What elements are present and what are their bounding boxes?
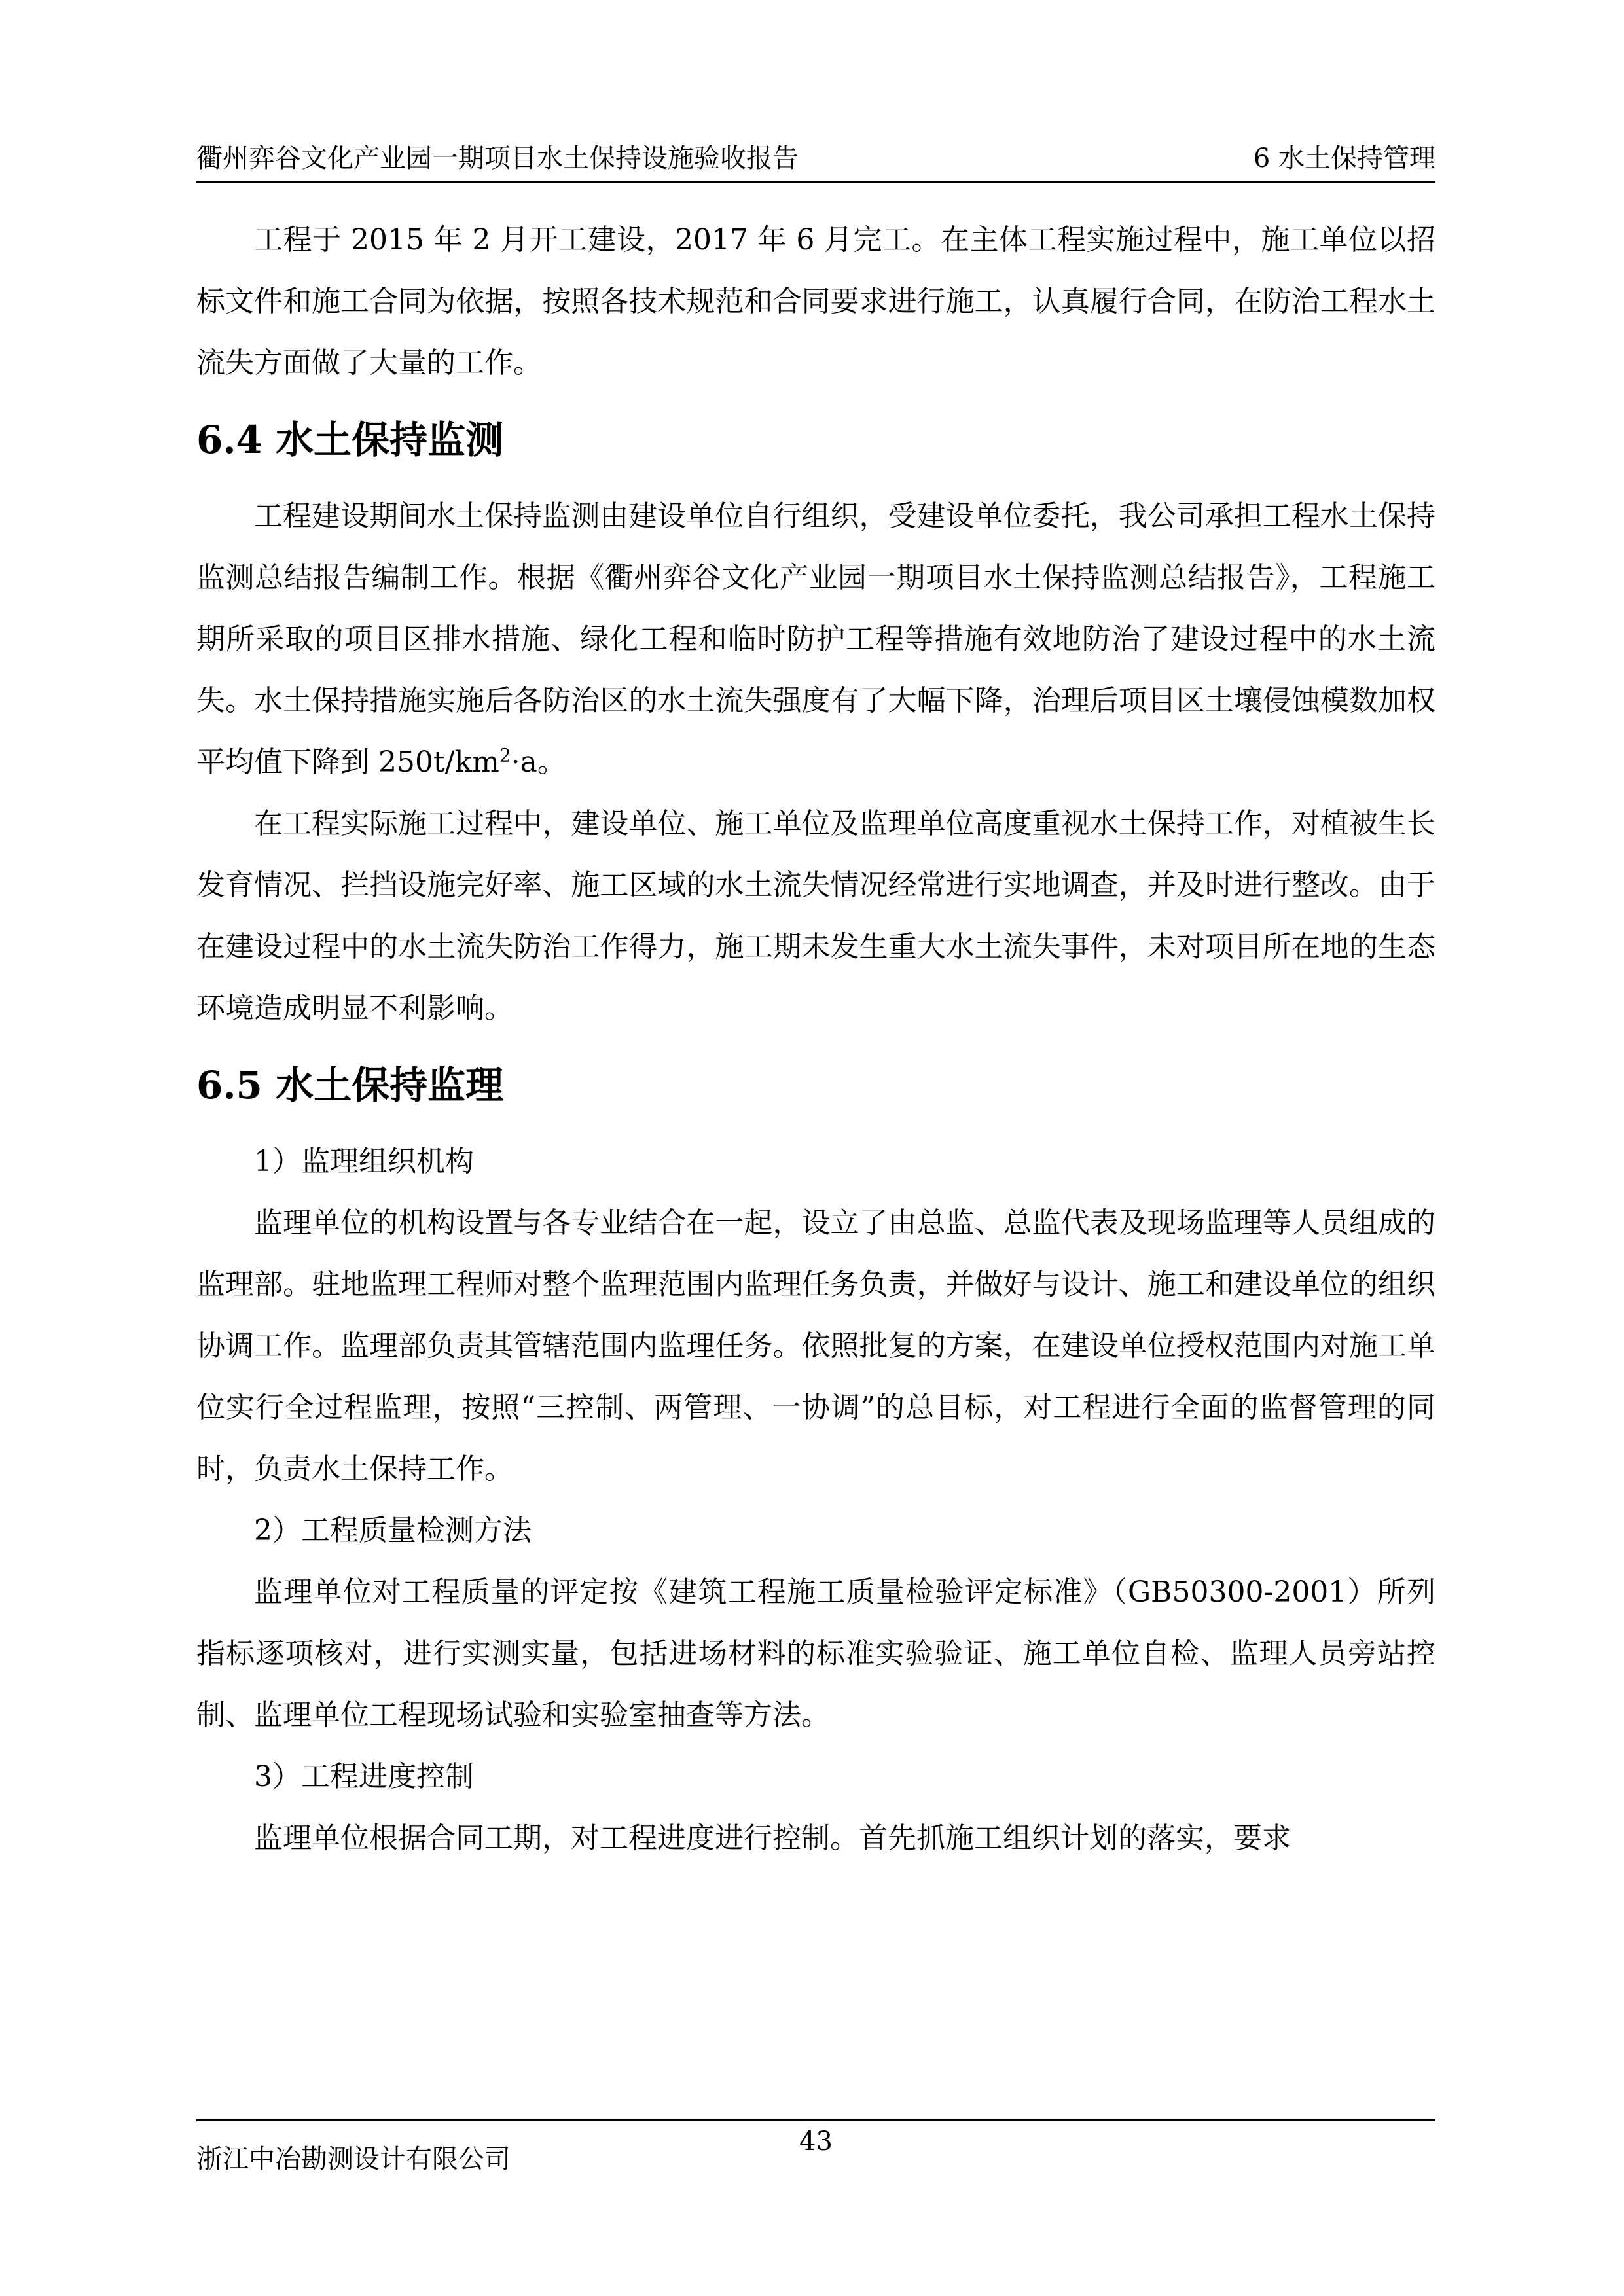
page-header (196, 134, 1435, 183)
page-content (196, 209, 1435, 1869)
paragraph-site-management: 在工程实际施工过程中，建设单位、施工单位及监理单位高度重视水土保持工作，对植被生长发育情况、拦挡设施完好率、施工区域的水土流失情况经常进行实地调查，并及时进行整改。由于在建设过程中的水土流失防治工作得力，施工期未发生重大水土流失事件，未对项目所在地的生态环境造成明显不利影响。 (196, 807, 1435, 1025)
monitoring-text: 工程建设期间水土保持监测由建设单位自行组织，受建设单位委托，我公司承担工程水土保持监测总结报告编制工作。根据《衢州弈谷文化产业园一期项目水土保持监测总结报告》，工程施工期所采取的项目区排水措施、绿化工程和临时防护工程等措施有效地防治了建设过程中的水土流失。水土保持措施实施后各防治区的水土流失强度有了大幅下降，治理后项目区土壤侵蚀模数加权平均值下降到 250t/km (196, 499, 1435, 779)
section-heading-6-5: 6.5 水土保持监理 (196, 1063, 504, 1107)
subheading-progress-control: 3）工程进度控制 (254, 1760, 474, 1793)
subheading-quality-method: 2）工程质量检测方法 (254, 1514, 532, 1547)
paragraph-construction: 工程于 2015 年 2 月开工建设，2017 年 6 月完工。在主体工程实施过程中，施工单位以招标文件和施工合同为依据，按照各技术规范和合同要求进行施工，认真履行合同，在防治工程水土流失方面做了大量的工作。 (196, 223, 1435, 380)
page-footer (196, 2119, 1435, 2193)
paragraph-quality-method: 监理单位对工程质量的评定按《建筑工程施工质量检验评定标准》（GB50300-2001）所列指标逐项核对，进行实测实量，包括进场材料的标准实验验证、施工单位自检、监理人员旁站控制、监理单位工程现场试验和实验室抽查等方法。 (196, 1575, 1435, 1732)
footer-company: 浙江中冶勘测设计有限公司 (196, 2144, 511, 2174)
paragraph-monitoring (196, 486, 1435, 793)
superscript-2: 2 (499, 744, 511, 766)
header-title: 衢州弈谷文化产业园一期项目水土保持设施验收报告 (196, 143, 799, 173)
header-chapter: 6 水土保持管理 (1253, 143, 1435, 173)
monitoring-text-end: ·a。 (511, 745, 566, 779)
paragraph-supervision-org: 监理单位的机构设置与各专业结合在一起，设立了由总监、总监代表及现场监理等人员组成的监理部。驻地监理工程师对整个监理范围内监理任务负责，并做好与设计、施工和建设单位的组织协调工作。监理部负责其管辖范围内监理任务。依照批复的方案，在建设单位授权范围内对施工单位实行全过程监理，按照“三控制、两管理、一协调”的总目标，对工程进行全面的监督管理的同时，负责水土保持工作。 (196, 1206, 1435, 1486)
page-number: 43 (799, 2126, 833, 2157)
paragraph-progress-control: 监理单位根据合同工期，对工程进度进行控制。首先抓施工组织计划的落实，要求 (254, 1821, 1291, 1855)
subheading-supervision-org: 1）监理组织机构 (254, 1145, 474, 1178)
section-heading-6-4: 6.4 水土保持监测 (196, 418, 504, 462)
